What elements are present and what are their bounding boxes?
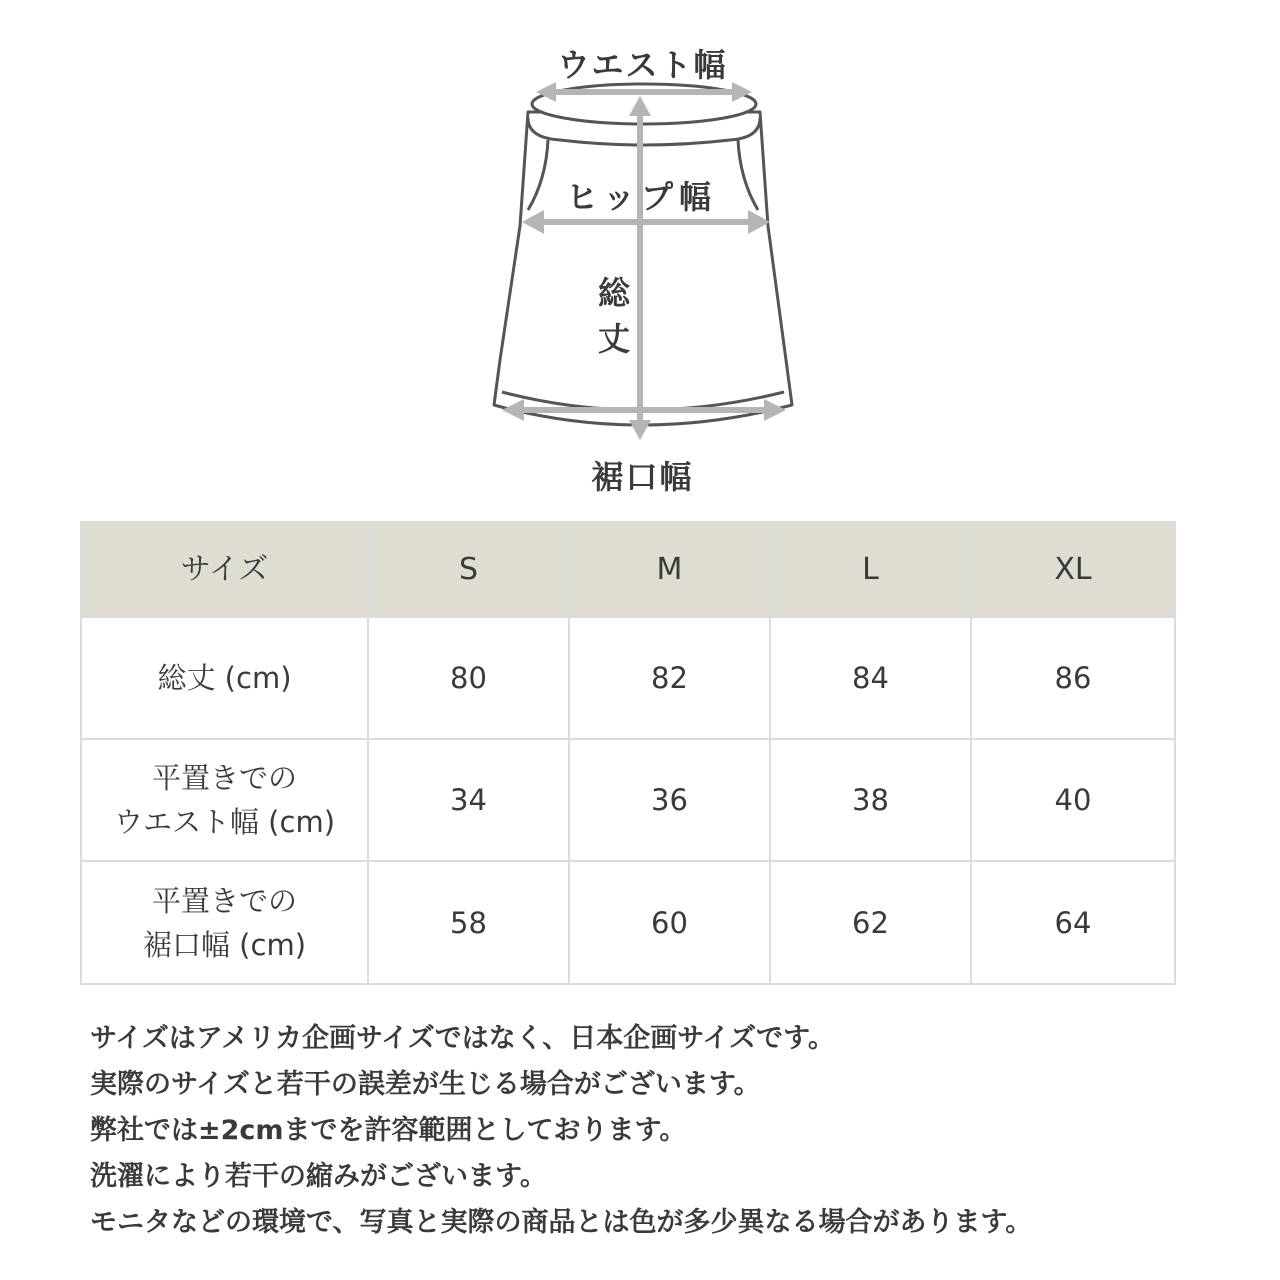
total-length-label-line2: 丈: [597, 320, 630, 358]
size-diagram: [0, 0, 1280, 500]
row-label-total-length: [81, 617, 368, 739]
hem-label: 裾口幅: [591, 458, 694, 496]
header-xl: XL: [971, 522, 1175, 617]
table-row: [81, 861, 1175, 984]
header-s: S: [368, 522, 569, 617]
table-cell: 84: [770, 617, 971, 739]
notes: [90, 1016, 1240, 1246]
total-length-label-line1: 総: [597, 274, 630, 312]
note-line: モニタなどの環境で、写真と実際の商品とは色が多少異なる場合があります。: [90, 1207, 1033, 1238]
note-line: サイズはアメリカ企画サイズではなく、日本企画サイズです。: [90, 1023, 835, 1054]
waist-label: ウエスト幅: [557, 46, 728, 84]
table-cell: 36: [569, 739, 770, 861]
header-m: M: [569, 522, 770, 617]
table-row: [81, 617, 1175, 739]
hip-label: ヒップ幅: [566, 178, 718, 216]
row-label-line2: 裾口幅 (cm): [142, 927, 307, 962]
row-label-waist: [81, 739, 368, 861]
header-l: L: [770, 522, 971, 617]
table-cell: 62: [770, 861, 971, 984]
table-cell: 64: [971, 861, 1175, 984]
note-line: 弊社では±2cmまでを許容範囲としております。: [90, 1115, 687, 1146]
table-cell: 82: [569, 617, 770, 739]
table-cell: 86: [971, 617, 1175, 739]
table-header-row: [81, 522, 1175, 617]
size-table: [80, 521, 1176, 985]
table-cell: 38: [770, 739, 971, 861]
table-row: [81, 739, 1175, 861]
note-line: 実際のサイズと若干の誤差が生じる場合がございます。: [90, 1069, 761, 1100]
table-cell: 60: [569, 861, 770, 984]
row-label-line2: ウエスト幅 (cm): [113, 805, 336, 839]
row-label-line1: 総丈 (cm): [157, 661, 292, 695]
row-label-line1: 平置きでの: [151, 883, 297, 918]
table-cell: 34: [368, 739, 569, 861]
row-label-hem: [81, 861, 368, 984]
table-cell: 40: [971, 739, 1175, 861]
total-length-label: [594, 270, 634, 362]
table-cell: 58: [368, 861, 569, 984]
row-label-line1: 平置きでの: [151, 761, 297, 795]
length-arrow-bottom-head: [629, 420, 651, 440]
table-cell: 80: [368, 617, 569, 739]
header-size: サイズ: [81, 522, 368, 617]
note-line: 洗濯により若干の縮みがございます。: [90, 1161, 547, 1192]
